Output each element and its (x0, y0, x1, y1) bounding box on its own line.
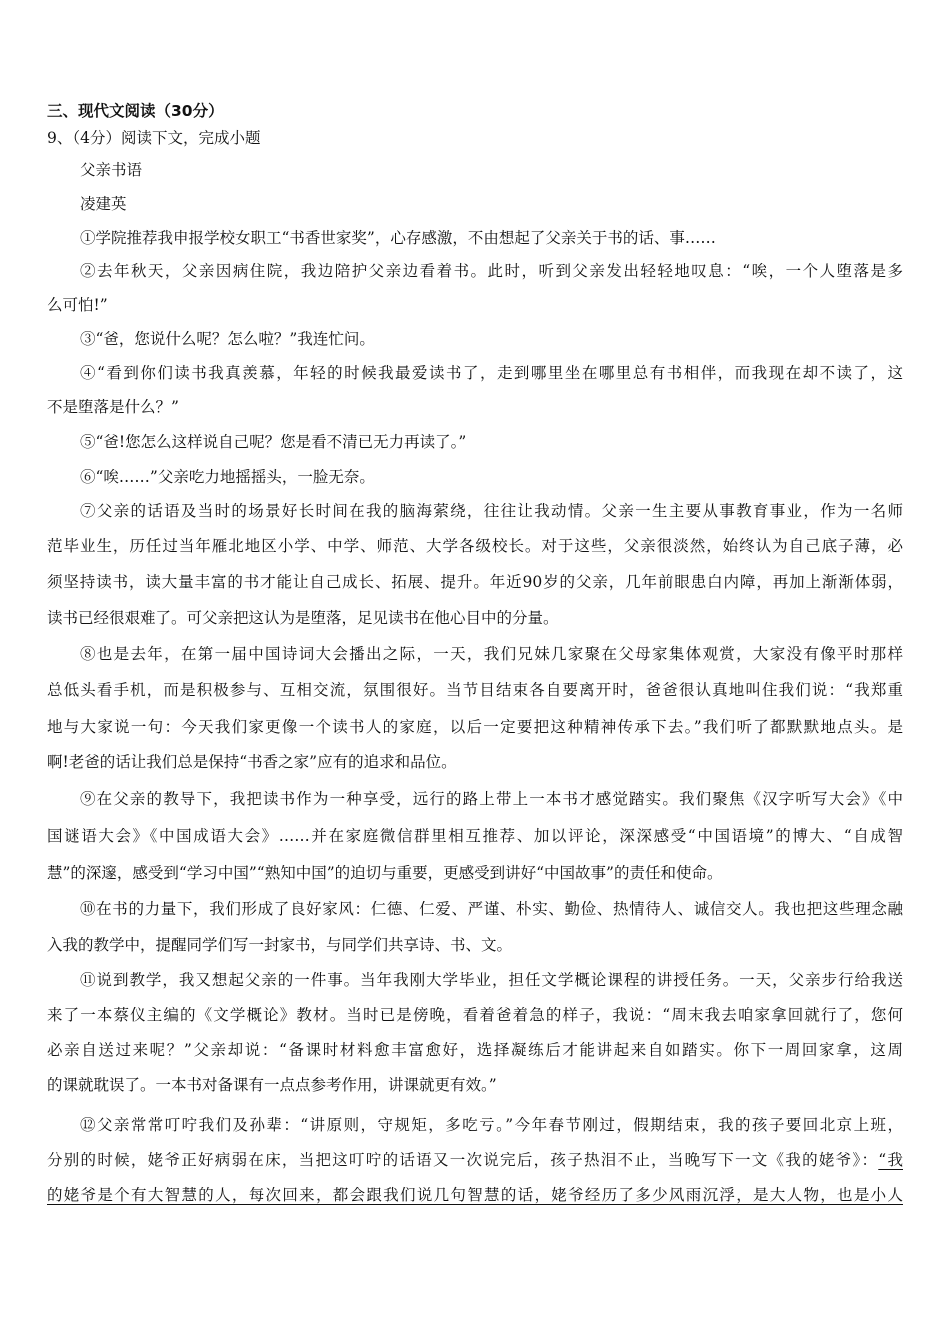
paragraph-9-line: ⑨在父亲的教导下，我把读书作为一种享受，远行的路上带上一本书才感觉踏实。我们聚焦《汉字听写大会》《中 (80, 790, 903, 808)
paragraph-3-line: ③“爸，您说什么呢？怎么啦？”我连忙问。 (80, 330, 375, 348)
paragraph-11-line: ⑪说到教学，我又想起父亲的一件事。当年我刚大学毕业，担任文学概论课程的讲授任务。一天，父亲步行给我送 (80, 971, 903, 989)
paragraph-6-line: ⑥“唉……”父亲吃力地摇摇头，一脸无奈。 (80, 468, 375, 486)
paragraph-12-line: 的姥爷是个有大智慧的人，每次回来，都会跟我们说几句智慧的话，姥爷经历了多少风雨沉浮，是大人物，也是小人 (47, 1186, 903, 1204)
paragraph-1-line: ①学院推荐我申报学校女职工“书香世家奖”，心存感激，不由想起了父亲关于书的话、事…… (80, 229, 716, 247)
underlined-quote-start: “我 (878, 1151, 903, 1169)
paragraph-8-line: 地与大家说一句：今天我们家更像一个读书人的家庭，以后一定要把这种精神传承下去。”我们听了都默默地点头。是 (47, 718, 903, 736)
paragraph-8-line: ⑧也是去年，在第一届中国诗词大会播出之际，一天，我们兄妹几家聚在父母家集体观赏，大家没有像平时那样 (80, 645, 903, 663)
paragraph-4-line: ④“看到你们读书我真羡慕，年轻的时候我最爱读书了，走到哪里坐在哪里总有书相伴，而我现在却不读了，这 (80, 364, 903, 382)
paragraph-11-line: 的课就耽误了。一本书对备课有一点点参考作用，讲课就更有效。” (47, 1076, 497, 1094)
paragraph-8-line: 啊!老爸的话让我们总是保持“书香之家”应有的追求和品位。 (47, 753, 457, 771)
section-heading: 三、现代文阅读（30分） (47, 102, 224, 120)
paragraph-11-line: 来了一本蔡仪主编的《文学概论》教材。当时已是傍晚，看着爸着急的样子，我说：“周末我去咱家拿回就行了，您何 (47, 1006, 903, 1024)
paragraph-12-line: 分别的时候，姥爷正好病弱在床，当把这叮咛的话语又一次说完后，孩子热泪不止，当晚写下一文《我的姥爷》：“我 (47, 1151, 903, 1169)
paragraph-9-line: 慧”的深邃，感受到“学习中国”“熟知中国”的迫切与重要，更感受到讲好“中国故事”的责任和使命。 (47, 864, 723, 882)
paragraph-7-line: 须坚持读书，读大量丰富的书才能让自己成长、拓展、提升。年近90岁的父亲，几年前眼患白内障，再加上渐渐体弱， (47, 573, 903, 591)
paragraph-8-line: 总低头看手机，而是积极参与、互相交流，氛围很好。当节目结束各自要离开时，爸爸很认真地叫住我们说：“我郑重 (47, 681, 903, 699)
article-title: 父亲书语 (80, 161, 143, 179)
paragraph-10-line: 入我的教学中，提醒同学们写一封家书，与同学们共享诗、书、文。 (47, 936, 513, 954)
question-prompt: 9、（4分）阅读下文，完成小题 (47, 129, 261, 147)
paragraph-11-line: 必亲自送过来呢？”父亲却说：“备课时材料愈丰富愈好，选择凝练后才能讲起来自如踏实。你下一周回家拿，这周 (47, 1041, 903, 1059)
paragraph-12-line: ⑫父亲常常叮咛我们及孙辈：“讲原则，守规矩，多吃亏。”今年春节刚过，假期结束，我的孩子要回北京上班， (80, 1116, 903, 1134)
paragraph-9-line: 国谜语大会》《中国成语大会》……并在家庭微信群里相互推荐、加以评论，深深感受“中国语境”的博大、“自成智 (47, 827, 903, 845)
paragraph-7-line: ⑦父亲的话语及当时的场景好长时间在我的脑海萦绕，往往让我动情。父亲一生主要从事教育事业，作为一名师 (80, 502, 903, 520)
paragraph-2-line: ②去年秋天，父亲因病住院，我边陪护父亲边看着书。此时，听到父亲发出轻轻地叹息：“唉，一个人堕落是多 (80, 262, 903, 280)
paragraph-7-line: 范毕业生，历任过当年雁北地区小学、中学、师范、大学各级校长。对于这些，父亲很淡然，始终认为自己底子薄，必 (47, 537, 903, 555)
paragraph-2-line: 么可怕!” (47, 296, 108, 314)
paragraph-7-line: 读书已经很艰难了。可父亲把这认为是堕落，足见读书在他心目中的分量。 (47, 609, 559, 627)
paragraph-5-line: ⑤“爸!您怎么这样说自己呢？您是看不清已无力再读了。” (80, 433, 467, 451)
paragraph-4-line: 不是堕落是什么？” (47, 398, 179, 416)
article-author: 凌建英 (80, 195, 127, 213)
paragraph-10-line: ⑩在书的力量下，我们形成了良好家风：仁德、仁爱、严谨、朴实、勤俭、热情待人、诚信交人。我也把这些理念融 (80, 900, 903, 918)
